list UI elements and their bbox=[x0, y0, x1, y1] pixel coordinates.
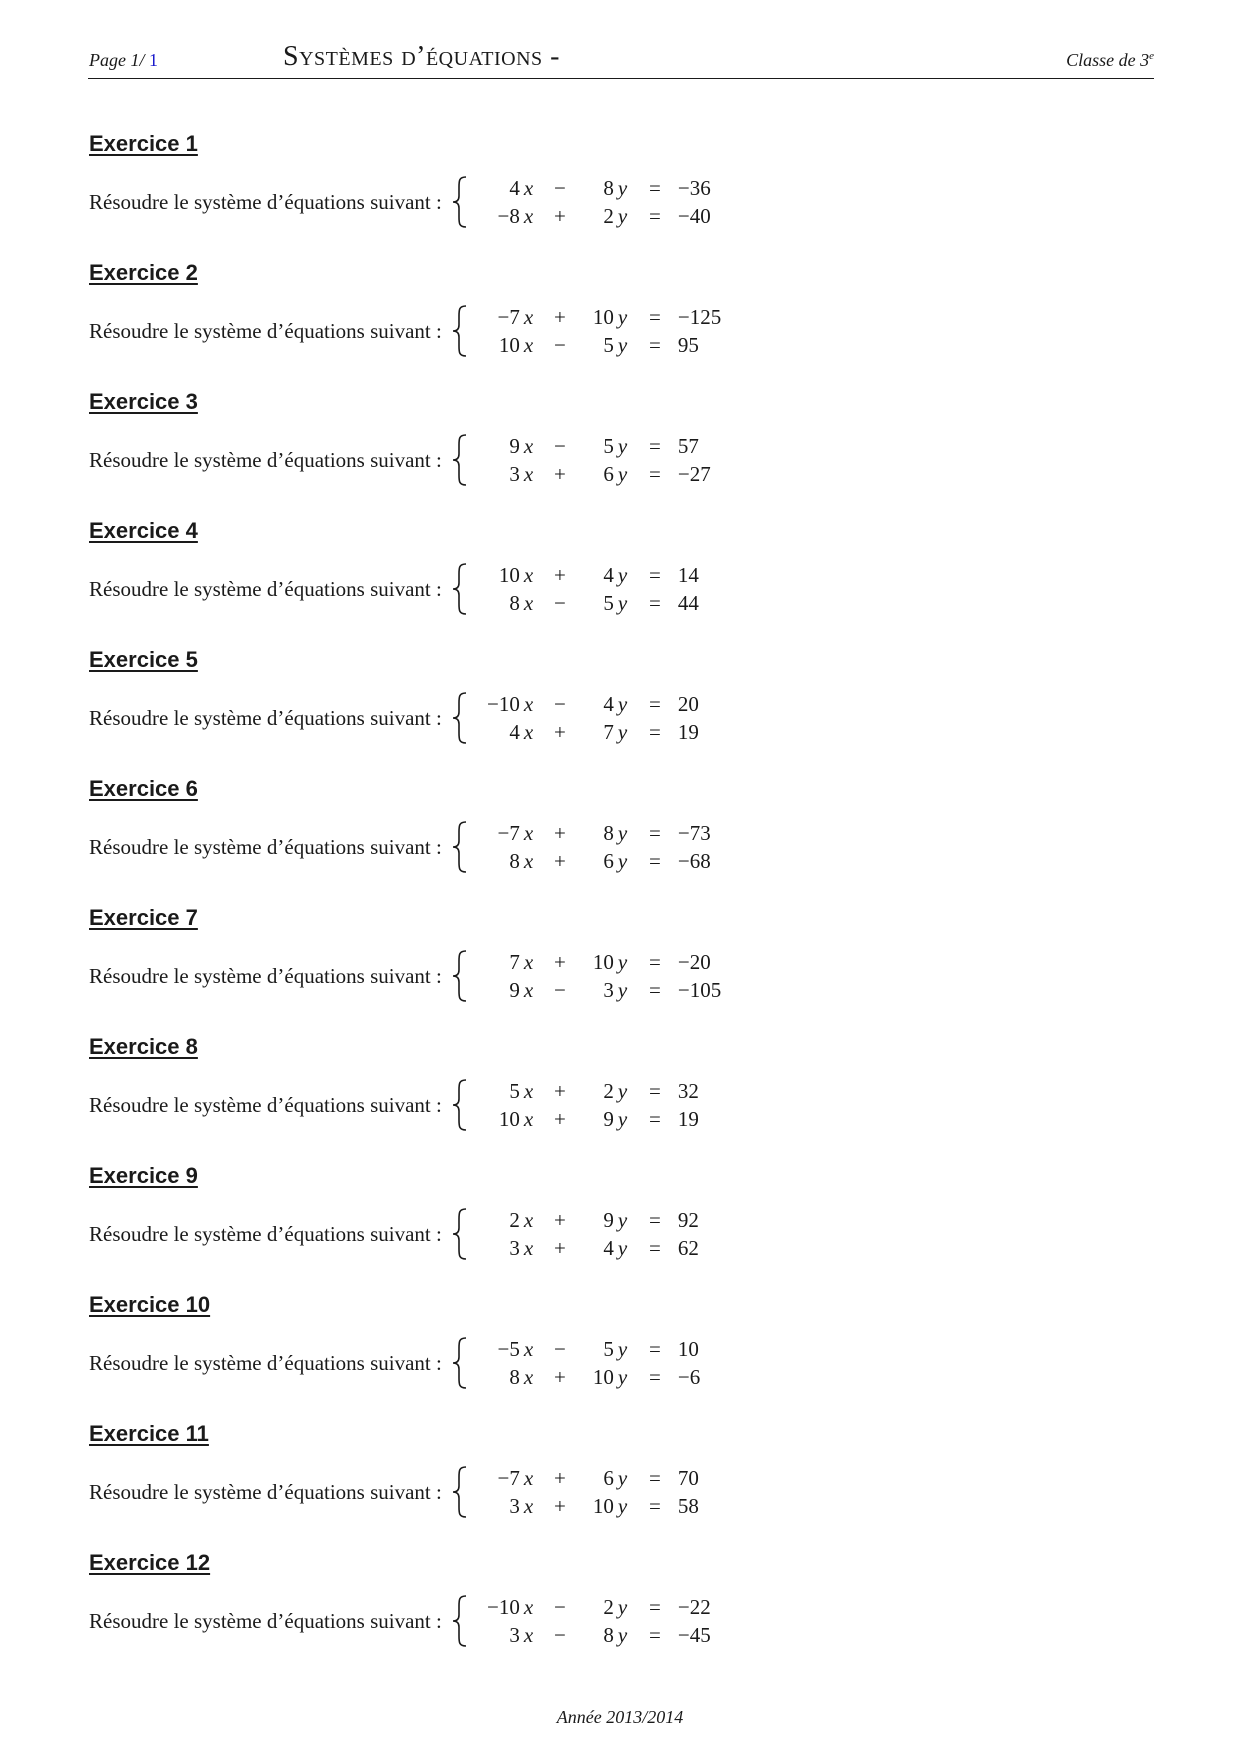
exercise-3 bbox=[89, 389, 1149, 518]
variable-y: y bbox=[617, 1337, 628, 1361]
operator: + bbox=[553, 1494, 566, 1518]
equation-row bbox=[476, 718, 728, 746]
operator: + bbox=[553, 950, 566, 974]
variable-x: x bbox=[523, 434, 534, 458]
exercise-statement bbox=[89, 1075, 728, 1135]
variable-x: x bbox=[523, 1236, 534, 1260]
variable-y: y bbox=[617, 950, 628, 974]
equals-sign: = bbox=[648, 692, 661, 716]
equals-sign: = bbox=[648, 1236, 661, 1260]
equals-sign: = bbox=[648, 1466, 661, 1490]
variable-y: y bbox=[617, 305, 628, 329]
exercise-heading: Exercice 6 bbox=[89, 776, 198, 801]
exercise-12 bbox=[89, 1550, 1149, 1679]
operator: − bbox=[553, 1623, 566, 1647]
y-coefficient: 4 bbox=[603, 692, 614, 716]
equation-row bbox=[476, 303, 728, 331]
variable-y: y bbox=[617, 176, 628, 200]
left-brace-icon bbox=[450, 1465, 470, 1519]
constant-term: 14 bbox=[677, 563, 699, 587]
variable-y: y bbox=[617, 1494, 628, 1518]
left-brace-icon bbox=[450, 562, 470, 616]
header-rule bbox=[88, 78, 1154, 79]
equals-sign: = bbox=[648, 563, 661, 587]
variable-x: x bbox=[523, 176, 534, 200]
left-brace-icon bbox=[450, 1336, 470, 1390]
variable-y: y bbox=[617, 849, 628, 873]
y-coefficient: 5 bbox=[603, 591, 614, 615]
variable-x: x bbox=[523, 1208, 534, 1232]
operator: + bbox=[553, 1107, 566, 1131]
constant-term: 58 bbox=[677, 1494, 699, 1518]
x-coefficient: 8 bbox=[509, 591, 520, 615]
exercise-8 bbox=[89, 1034, 1149, 1163]
y-coefficient: 7 bbox=[603, 720, 614, 744]
y-coefficient: 8 bbox=[603, 176, 614, 200]
exercise-4 bbox=[89, 518, 1149, 647]
constant-term: −68 bbox=[677, 849, 711, 873]
page-total-link[interactable]: 1 bbox=[149, 50, 158, 70]
exercise-instruction: Résoudre le système d’équations suivant : bbox=[89, 1479, 442, 1504]
left-brace-icon bbox=[450, 949, 470, 1003]
exercise-statement bbox=[89, 301, 728, 361]
exercise-5 bbox=[89, 647, 1149, 776]
y-coefficient: 10 bbox=[592, 1365, 614, 1389]
operator: + bbox=[553, 1236, 566, 1260]
variable-x: x bbox=[523, 1494, 534, 1518]
equation-row bbox=[476, 202, 728, 230]
exercise-statement bbox=[89, 946, 728, 1006]
equals-sign: = bbox=[648, 591, 661, 615]
equation-row bbox=[476, 561, 728, 589]
equation-system bbox=[476, 1206, 728, 1262]
x-coefficient: 3 bbox=[509, 1236, 520, 1260]
constant-term: 95 bbox=[677, 333, 699, 357]
variable-x: x bbox=[523, 978, 534, 1002]
constant-term: 20 bbox=[677, 692, 699, 716]
y-coefficient: 8 bbox=[603, 1623, 614, 1647]
exercise-heading: Exercice 12 bbox=[89, 1550, 211, 1575]
equals-sign: = bbox=[648, 821, 661, 845]
constant-term: −6 bbox=[677, 1365, 701, 1389]
variable-x: x bbox=[523, 720, 534, 744]
operator: − bbox=[553, 1595, 566, 1619]
exercise-heading: Exercice 4 bbox=[89, 518, 198, 543]
class-label bbox=[1066, 50, 1154, 71]
variable-y: y bbox=[617, 1595, 628, 1619]
x-coefficient: −10 bbox=[487, 692, 520, 716]
equation-system bbox=[476, 1464, 728, 1520]
x-coefficient: 9 bbox=[509, 434, 520, 458]
equation-system bbox=[476, 1593, 728, 1649]
exercise-heading: Exercice 8 bbox=[89, 1034, 198, 1059]
left-brace-icon bbox=[450, 820, 470, 874]
exercise-instruction: Résoudre le système d’équations suivant : bbox=[89, 447, 442, 472]
exercise-instruction: Résoudre le système d’équations suivant : bbox=[89, 963, 442, 988]
equation-row bbox=[476, 1105, 728, 1133]
operator: + bbox=[553, 1466, 566, 1490]
equals-sign: = bbox=[648, 1365, 661, 1389]
variable-x: x bbox=[523, 950, 534, 974]
exercise-instruction: Résoudre le système d’équations suivant : bbox=[89, 1221, 442, 1246]
equation-row bbox=[476, 1492, 728, 1520]
exercise-1 bbox=[89, 131, 1149, 260]
variable-x: x bbox=[523, 849, 534, 873]
equals-sign: = bbox=[648, 176, 661, 200]
equation-row bbox=[476, 1335, 728, 1363]
variable-x: x bbox=[523, 1365, 534, 1389]
x-coefficient: −7 bbox=[497, 821, 520, 845]
operator: + bbox=[553, 305, 566, 329]
y-coefficient: 9 bbox=[603, 1208, 614, 1232]
x-coefficient: −5 bbox=[497, 1337, 520, 1361]
equation-row bbox=[476, 331, 728, 359]
variable-x: x bbox=[523, 1337, 534, 1361]
left-brace-icon bbox=[450, 1207, 470, 1261]
footer-year: Année 2013/2014 bbox=[556, 1707, 684, 1727]
x-coefficient: 3 bbox=[509, 462, 520, 486]
page-number bbox=[89, 50, 158, 71]
variable-y: y bbox=[617, 591, 628, 615]
equals-sign: = bbox=[648, 434, 661, 458]
exercise-statement bbox=[89, 1462, 728, 1522]
equation-row bbox=[476, 1464, 728, 1492]
constant-term: 92 bbox=[677, 1208, 699, 1232]
equals-sign: = bbox=[648, 333, 661, 357]
exercise-instruction: Résoudre le système d’équations suivant : bbox=[89, 705, 442, 730]
constant-term: −73 bbox=[677, 821, 711, 845]
operator: − bbox=[553, 333, 566, 357]
exercise-statement bbox=[89, 817, 728, 877]
x-coefficient: 10 bbox=[498, 1107, 520, 1131]
exercise-statement bbox=[89, 688, 728, 748]
operator: − bbox=[553, 1337, 566, 1361]
class-suffix: e bbox=[1149, 50, 1154, 62]
constant-term: −40 bbox=[677, 204, 711, 228]
variable-x: x bbox=[523, 1623, 534, 1647]
x-coefficient: 3 bbox=[509, 1494, 520, 1518]
x-coefficient: 2 bbox=[509, 1208, 520, 1232]
left-brace-icon bbox=[450, 1594, 470, 1648]
equation-row bbox=[476, 589, 728, 617]
y-coefficient: 4 bbox=[603, 1236, 614, 1260]
equals-sign: = bbox=[648, 204, 661, 228]
operator: + bbox=[553, 849, 566, 873]
operator: − bbox=[553, 434, 566, 458]
variable-x: x bbox=[523, 1466, 534, 1490]
equals-sign: = bbox=[648, 1208, 661, 1232]
exercise-heading: Exercice 3 bbox=[89, 389, 198, 414]
variable-y: y bbox=[617, 978, 628, 1002]
x-coefficient: −8 bbox=[497, 204, 520, 228]
y-coefficient: 6 bbox=[603, 462, 614, 486]
variable-y: y bbox=[617, 1365, 628, 1389]
variable-y: y bbox=[617, 333, 628, 357]
x-coefficient: 7 bbox=[509, 950, 520, 974]
equals-sign: = bbox=[648, 720, 661, 744]
y-coefficient: 10 bbox=[592, 1494, 614, 1518]
y-coefficient: 10 bbox=[592, 305, 614, 329]
variable-x: x bbox=[523, 1107, 534, 1131]
variable-x: x bbox=[523, 1595, 534, 1619]
y-coefficient: 2 bbox=[603, 204, 614, 228]
equals-sign: = bbox=[648, 950, 661, 974]
exercise-heading: Exercice 5 bbox=[89, 647, 198, 672]
constant-term: −125 bbox=[677, 305, 722, 329]
exercise-10 bbox=[89, 1292, 1149, 1421]
y-coefficient: 9 bbox=[603, 1107, 614, 1131]
variable-y: y bbox=[617, 720, 628, 744]
equation-row bbox=[476, 690, 728, 718]
variable-x: x bbox=[523, 204, 534, 228]
constant-term: −45 bbox=[677, 1623, 711, 1647]
equation-row bbox=[476, 174, 728, 202]
left-brace-icon bbox=[450, 691, 470, 745]
equation-row bbox=[476, 1363, 728, 1391]
operator: + bbox=[553, 821, 566, 845]
operator: + bbox=[553, 1208, 566, 1232]
x-coefficient: 4 bbox=[509, 720, 520, 744]
exercise-instruction: Résoudre le système d’équations suivant : bbox=[89, 834, 442, 859]
left-brace-icon bbox=[450, 175, 470, 229]
operator: + bbox=[553, 1365, 566, 1389]
constant-term: −105 bbox=[677, 978, 722, 1002]
variable-y: y bbox=[617, 1623, 628, 1647]
exercise-heading: Exercice 2 bbox=[89, 260, 198, 285]
exercise-instruction: Résoudre le système d’équations suivant : bbox=[89, 1092, 442, 1117]
equals-sign: = bbox=[648, 978, 661, 1002]
exercise-statement bbox=[89, 430, 728, 490]
operator: + bbox=[553, 204, 566, 228]
y-coefficient: 8 bbox=[603, 821, 614, 845]
equals-sign: = bbox=[648, 305, 661, 329]
constant-term: 19 bbox=[677, 720, 699, 744]
constant-term: 10 bbox=[677, 1337, 699, 1361]
document-title: Systèmes d’équations - bbox=[283, 41, 561, 72]
variable-y: y bbox=[617, 1236, 628, 1260]
exercise-2 bbox=[89, 260, 1149, 389]
variable-x: x bbox=[523, 462, 534, 486]
equation-row bbox=[476, 1206, 728, 1234]
x-coefficient: 8 bbox=[509, 1365, 520, 1389]
exercise-statement bbox=[89, 1333, 728, 1393]
x-coefficient: −7 bbox=[497, 305, 520, 329]
operator: + bbox=[553, 563, 566, 587]
constant-term: 44 bbox=[677, 591, 699, 615]
equation-row bbox=[476, 1621, 728, 1649]
variable-y: y bbox=[617, 1208, 628, 1232]
constant-term: 70 bbox=[677, 1466, 699, 1490]
exercise-heading: Exercice 7 bbox=[89, 905, 198, 930]
operator: − bbox=[553, 978, 566, 1002]
y-coefficient: 6 bbox=[603, 849, 614, 873]
variable-x: x bbox=[523, 1079, 534, 1103]
equals-sign: = bbox=[648, 1079, 661, 1103]
variable-x: x bbox=[523, 591, 534, 615]
exercise-heading: Exercice 9 bbox=[89, 1163, 198, 1188]
equation-system bbox=[476, 819, 728, 875]
equation-row bbox=[476, 1234, 728, 1262]
equation-row bbox=[476, 847, 728, 875]
x-coefficient: 5 bbox=[509, 1079, 520, 1103]
constant-term: 32 bbox=[677, 1079, 699, 1103]
equation-row bbox=[476, 1077, 728, 1105]
variable-y: y bbox=[617, 434, 628, 458]
equals-sign: = bbox=[648, 1337, 661, 1361]
equation-system bbox=[476, 690, 728, 746]
variable-x: x bbox=[523, 305, 534, 329]
equation-row bbox=[476, 460, 728, 488]
equation-system bbox=[476, 174, 728, 230]
operator: + bbox=[553, 462, 566, 486]
constant-term: −36 bbox=[677, 176, 711, 200]
equation-row bbox=[476, 976, 728, 1004]
operator: + bbox=[553, 1079, 566, 1103]
class-prefix: Classe de 3 bbox=[1066, 50, 1150, 70]
left-brace-icon bbox=[450, 1078, 470, 1132]
equation-system bbox=[476, 561, 728, 617]
exercise-instruction: Résoudre le système d’équations suivant : bbox=[89, 189, 442, 214]
variable-x: x bbox=[523, 821, 534, 845]
equals-sign: = bbox=[648, 1595, 661, 1619]
x-coefficient: −7 bbox=[497, 1466, 520, 1490]
exercise-instruction: Résoudre le système d’équations suivant : bbox=[89, 318, 442, 343]
x-coefficient: 10 bbox=[498, 563, 520, 587]
variable-x: x bbox=[523, 692, 534, 716]
variable-x: x bbox=[523, 333, 534, 357]
variable-y: y bbox=[617, 462, 628, 486]
x-coefficient: −10 bbox=[487, 1595, 520, 1619]
exercise-9 bbox=[89, 1163, 1149, 1292]
operator: − bbox=[553, 176, 566, 200]
equals-sign: = bbox=[648, 1107, 661, 1131]
equals-sign: = bbox=[648, 462, 661, 486]
variable-y: y bbox=[617, 1466, 628, 1490]
exercise-instruction: Résoudre le système d’équations suivant : bbox=[89, 1608, 442, 1633]
exercise-heading: Exercice 1 bbox=[89, 131, 198, 156]
x-coefficient: 8 bbox=[509, 849, 520, 873]
x-coefficient: 9 bbox=[509, 978, 520, 1002]
constant-term: 57 bbox=[677, 434, 699, 458]
equation-system bbox=[476, 432, 728, 488]
variable-y: y bbox=[617, 1079, 628, 1103]
operator: + bbox=[553, 720, 566, 744]
constant-term: 19 bbox=[677, 1107, 699, 1131]
exercise-instruction: Résoudre le système d’équations suivant : bbox=[89, 576, 442, 601]
exercise-heading: Exercice 11 bbox=[89, 1421, 209, 1446]
equals-sign: = bbox=[648, 849, 661, 873]
exercise-6 bbox=[89, 776, 1149, 905]
variable-y: y bbox=[617, 821, 628, 845]
equation-row bbox=[476, 1593, 728, 1621]
x-coefficient: 3 bbox=[509, 1623, 520, 1647]
y-coefficient: 6 bbox=[603, 1466, 614, 1490]
equals-sign: = bbox=[648, 1494, 661, 1518]
left-brace-icon bbox=[450, 304, 470, 358]
x-coefficient: 4 bbox=[509, 176, 520, 200]
exercise-statement bbox=[89, 1591, 728, 1651]
equals-sign: = bbox=[648, 1623, 661, 1647]
y-coefficient: 5 bbox=[603, 434, 614, 458]
equation-row bbox=[476, 432, 728, 460]
variable-y: y bbox=[617, 1107, 628, 1131]
y-coefficient: 3 bbox=[603, 978, 614, 1002]
constant-term: −27 bbox=[677, 462, 711, 486]
page-label: Page 1/ bbox=[89, 50, 145, 70]
y-coefficient: 2 bbox=[603, 1079, 614, 1103]
variable-x: x bbox=[523, 563, 534, 587]
constant-term: −22 bbox=[677, 1595, 711, 1619]
equation-row bbox=[476, 948, 728, 976]
equation-system bbox=[476, 303, 728, 359]
y-coefficient: 10 bbox=[592, 950, 614, 974]
exercise-7 bbox=[89, 905, 1149, 1034]
equation-row bbox=[476, 819, 728, 847]
constant-term: −20 bbox=[677, 950, 711, 974]
y-coefficient: 5 bbox=[603, 1337, 614, 1361]
exercise-statement bbox=[89, 172, 728, 232]
variable-y: y bbox=[617, 204, 628, 228]
operator: − bbox=[553, 591, 566, 615]
y-coefficient: 5 bbox=[603, 333, 614, 357]
equation-system bbox=[476, 1335, 728, 1391]
variable-y: y bbox=[617, 563, 628, 587]
exercise-statement bbox=[89, 1204, 728, 1264]
exercise-statement bbox=[89, 559, 728, 619]
left-brace-icon bbox=[450, 433, 470, 487]
equation-system bbox=[476, 1077, 728, 1133]
constant-term: 62 bbox=[677, 1236, 699, 1260]
x-coefficient: 10 bbox=[498, 333, 520, 357]
exercise-list bbox=[89, 131, 1149, 1679]
y-coefficient: 2 bbox=[603, 1595, 614, 1619]
operator: − bbox=[553, 692, 566, 716]
y-coefficient: 4 bbox=[603, 563, 614, 587]
variable-y: y bbox=[617, 692, 628, 716]
equation-system bbox=[476, 948, 728, 1004]
exercise-heading: Exercice 10 bbox=[89, 1292, 211, 1317]
exercise-11 bbox=[89, 1421, 1149, 1550]
exercise-instruction: Résoudre le système d’équations suivant : bbox=[89, 1350, 442, 1375]
